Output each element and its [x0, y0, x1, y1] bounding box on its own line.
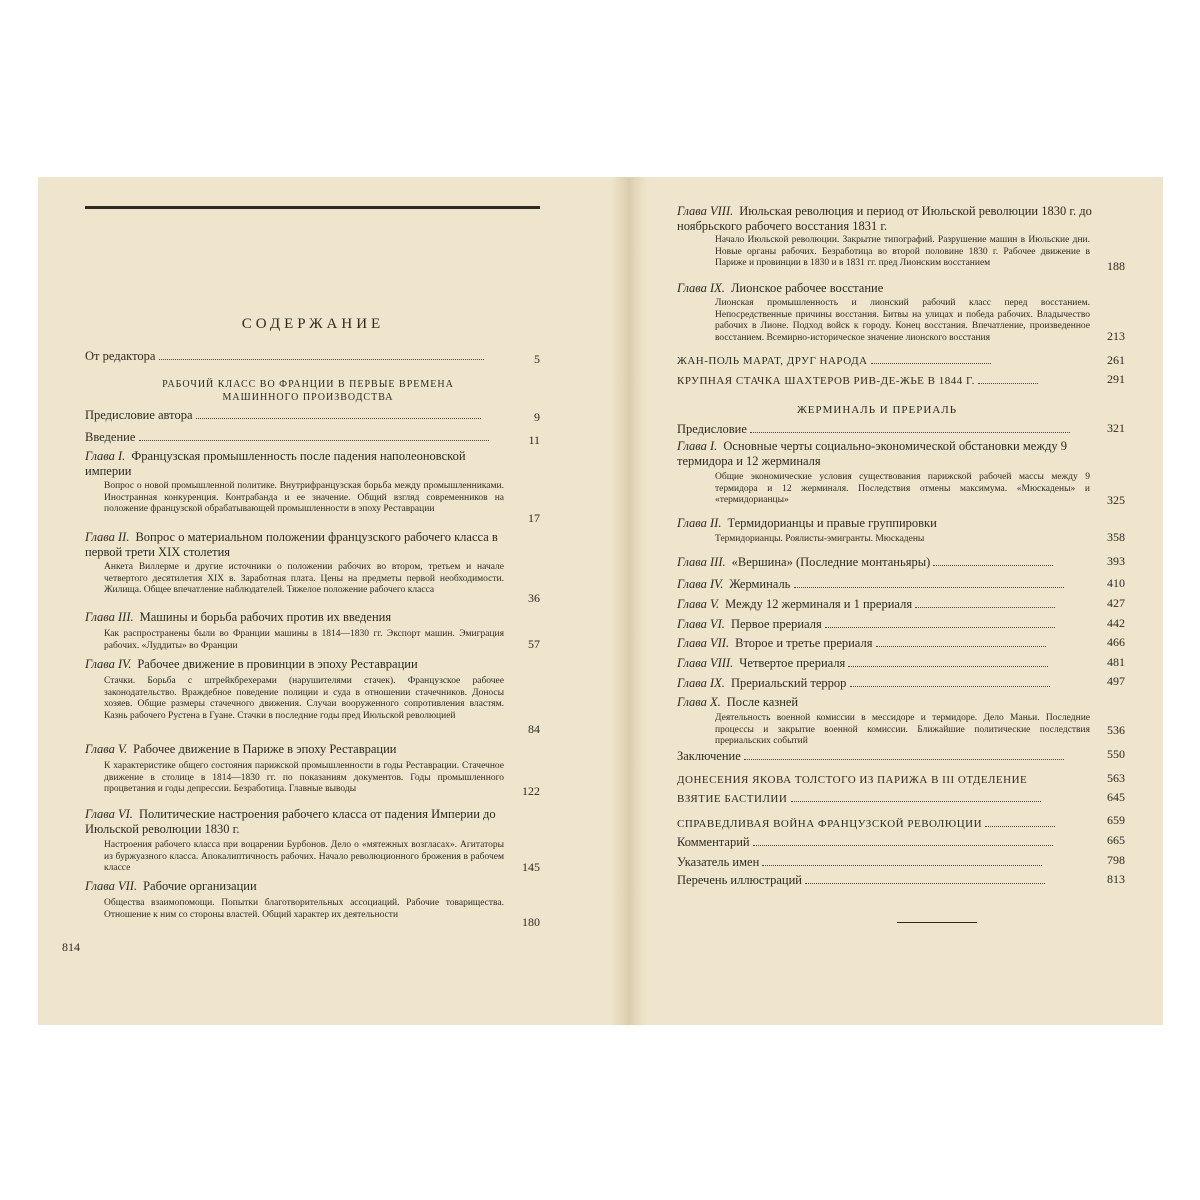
page-number: 145 — [522, 860, 540, 874]
folio-number: 814 — [62, 940, 80, 954]
chapter-entry: Глава I. Основные черты социально-экономической обстановки между 9 термидора и 12 жерминаля — [677, 439, 1067, 468]
page-number: 180 — [522, 915, 540, 929]
page-number: 213 — [1107, 329, 1125, 343]
chapter-entry: Глава IV. Рабочее движение в провинции в эпоху Реставрации — [85, 657, 418, 671]
chapter-entry: Глава II. Вопрос о материальном положении французского рабочего класса в первой трети XIX столетия — [85, 530, 498, 559]
toc-entry-intro: Введение — [85, 430, 505, 445]
page-number: 481 — [1107, 655, 1125, 669]
chapter-entry: Глава VIII. Четвертое прериаля — [677, 656, 1097, 671]
chapter-entry: Глава VI. Политические настроения рабочего класса от падения Империи до Июльской революции 1830 г. — [85, 807, 496, 836]
section-title: ЖЕРМИНАЛЬ И ПРЕРИАЛЬ — [796, 404, 958, 416]
chapter-entry: Глава X. После казней — [677, 695, 799, 709]
entry-title: От редактора — [85, 349, 156, 363]
page-number: 563 — [1107, 771, 1125, 785]
chapter-entry: Глава V. Рабочее движение в Париже в эпоху Реставрации — [85, 742, 397, 756]
chapter-entry: Глава V. Между 12 жерминаля и 1 прериаля — [677, 597, 1097, 612]
chapter-summary: Анкета Виллерме и другие источники о положении рабочих во втором, третьем и начале четвертого десятилетия XIX в. Заработная плата. Цены на предметы первой необходимости. Жилища. Общее впечатление наблюдателей. Тяжелое положение рабочего класса — [104, 562, 504, 596]
toc-entry: КРУПНАЯ СТАЧКА ШАХТЕРОВ РИВ-ДЕ-ЖЬЕ В 1844 Г. — [677, 374, 1097, 389]
top-rule — [85, 206, 540, 209]
page-title: СОДЕРЖАНИЕ — [241, 316, 385, 332]
chapter-summary: Лионская промышленность и лионский рабочий класс перед восстанием. Непосредственные причины восстания. Битвы на улицах и победа рабочих. Владычество рабочих в Лионе. Подход войск к городу. Конец восстания. Впечатление, произведенное восстанием. Всемирно-историческое значение лионского восстания — [715, 298, 1090, 343]
toc-entry: ДОНЕСЕНИЯ ЯКОВА ТОЛСТОГО ИЗ ПАРИЖА В III ОТДЕЛЕНИЕ — [677, 774, 1028, 786]
chapter-summary: Как распространены были во Франции машины в 1814—1830 гг. Экспорт машин. Эмиграция рабочих. «Луддиты» во Франции — [104, 629, 504, 651]
page-number: 36 — [528, 591, 540, 605]
section-title: РАБОЧИЙ КЛАСС ВО ФРАНЦИИ В ПЕРВЫЕ ВРЕМЕНА МАШИННОГО ПРОИЗВОДСТВА — [162, 379, 454, 403]
chapter-summary: Общества взаимопомощи. Попытки благотворительных ассоциаций. Рабочие товарищества. Отношение к ним со стороны властей. Общий характер их деятельности — [104, 898, 504, 920]
toc-entry-conclusion: Заключение — [677, 749, 1097, 764]
right-page — [647, 177, 1163, 1025]
page-number: 393 — [1107, 554, 1125, 568]
page-number: 665 — [1107, 833, 1125, 847]
page-number: 261 — [1107, 353, 1125, 367]
page-number: 466 — [1107, 635, 1125, 649]
left-page — [38, 177, 611, 1025]
toc-entry: Перечень иллюстраций — [677, 873, 1097, 888]
toc-entry-editor — [85, 349, 505, 364]
book-spread — [38, 177, 1163, 1025]
page-number: 497 — [1107, 674, 1125, 688]
page-number: 188 — [1107, 259, 1125, 273]
chapter-entry: Глава VIII. Июльская революция и период от Июльской революции 1830 г. до ноябрьского рабочего восстания 1831 г. — [677, 204, 1092, 233]
page-number: 17 — [528, 511, 540, 525]
page-number: 798 — [1107, 853, 1125, 867]
page-number: 325 — [1107, 493, 1125, 507]
chapter-summary: Настроения рабочего класса при воцарении Бурбонов. Дело о «мятежных возгласах». Агитаторы из буржуазного класса. Апокалиптичность рабочих. Начало революционного брожения в рабочем классе — [104, 840, 504, 874]
book-gutter — [611, 177, 647, 1025]
chapter-entry: Глава VII. Рабочие организации — [85, 879, 257, 893]
page-number: 122 — [522, 784, 540, 798]
page-number: 645 — [1107, 790, 1125, 804]
page-number: 536 — [1107, 723, 1125, 737]
toc-entry: ВЗЯТИЕ БАСТИЛИИ — [677, 792, 1097, 807]
chapter-entry: Глава III. «Вершина» (Последние монтаньяры) — [677, 555, 1097, 570]
page-number: 57 — [528, 637, 540, 651]
page-number: 427 — [1107, 596, 1125, 610]
chapter-summary: Начало Июльской революции. Закрытие типографий. Разрушение машин в Июльские дни. Новые органы рабочих. Безработица во второй половине 1830 г. Рабочее движение в Париже и провинции в 1830 и в 1831 гг. пред Лионским восстанием — [715, 235, 1090, 269]
chapter-entry: Глава II. Термидорианцы и правые группировки — [677, 516, 937, 530]
chapter-entry: Глава VII. Второе и третье прериаля — [677, 636, 1097, 651]
chapter-summary: Деятельность военной комиссии в мессидоре и термидоре. Дело Маньи. Последние процессы и закрытие военной комиссии. Ближайшие политические последствия прериальских событий — [715, 713, 1090, 747]
toc-entry: СПРАВЕДЛИВАЯ ВОЙНА ФРАНЦУЗСКОЙ РЕВОЛЮЦИИ — [677, 817, 1097, 832]
end-rule — [897, 922, 977, 923]
page-number: 659 — [1107, 813, 1125, 827]
page-number: 442 — [1107, 616, 1125, 630]
chapter-entry: Глава III. Машины и борьба рабочих против их введения — [85, 610, 392, 624]
chapter-entry: Глава IX. Лионское рабочее восстание — [677, 281, 884, 295]
page-number: 84 — [528, 722, 540, 736]
chapter-summary: Общие экономические условия существования парижской рабочей массы между 9 термидора и 12 жерминаля. Последствия отмены максимума. «Мюскадены» и «термидорианцы» — [715, 472, 1090, 506]
chapter-entry: Глава VI. Первое прериаля — [677, 617, 1097, 632]
page-number: 321 — [1107, 421, 1125, 435]
chapter-entry: Глава I. Французская промышленность после падения наполеоновской империи — [85, 449, 466, 478]
page-number: 410 — [1107, 576, 1125, 590]
chapter-summary: Вопрос о новой промышленной политике. Внутрифранцузская борьба между промышленниками. Иностранная конкуренция. Контрабанда и ее значение. Общий взгляд современников на положение французской обрабатывающей промышленности в эпоху Реставрации — [104, 481, 504, 515]
toc-entry: ЖАН-ПОЛЬ МАРАТ, ДРУГ НАРОДА — [677, 354, 1097, 369]
toc-entry: Комментарий — [677, 835, 1097, 850]
chapter-summary: К характеристике общего состояния парижской промышленности в годы Реставрации. Стачечное движение в столице в 1814—1830 гг. по показаниям документов. Годы промышленного процветания и годы депрессии. Безработица. Главные выводы — [104, 761, 504, 795]
page-number: 11 — [528, 433, 540, 447]
page-number: 813 — [1107, 872, 1125, 886]
page-number: 550 — [1107, 747, 1125, 761]
page-number: 9 — [534, 410, 540, 424]
page-number: 358 — [1107, 530, 1125, 544]
page-number: 291 — [1107, 372, 1125, 386]
toc-entry-preface: Предисловие автора — [85, 408, 505, 423]
chapter-summary: Термидорианцы. Роялисты-эмигранты. Мюскадены — [715, 534, 925, 544]
chapter-entry: Глава IX. Прериальский террор — [677, 676, 1097, 691]
toc-entry-preface: Предисловие — [677, 422, 1097, 437]
toc-entry: Указатель имен — [677, 855, 1097, 870]
page-number: 5 — [534, 352, 540, 366]
chapter-summary: Стачки. Борьба с штрейкбрехерами (нарушителями стачек). Французское рабочее законодательство. Враждебное поведение полиции и суда в отношении стачечников. Доносы хозяев. Общие размеры стачечного движения. Случаи вооруженного сопротивления властям. Казнь рабочего Рустена в Гуане. Стачки в последние годы пред Июльской революцией — [104, 676, 504, 721]
chapter-entry: Глава IV. Жерминаль — [677, 577, 1097, 592]
